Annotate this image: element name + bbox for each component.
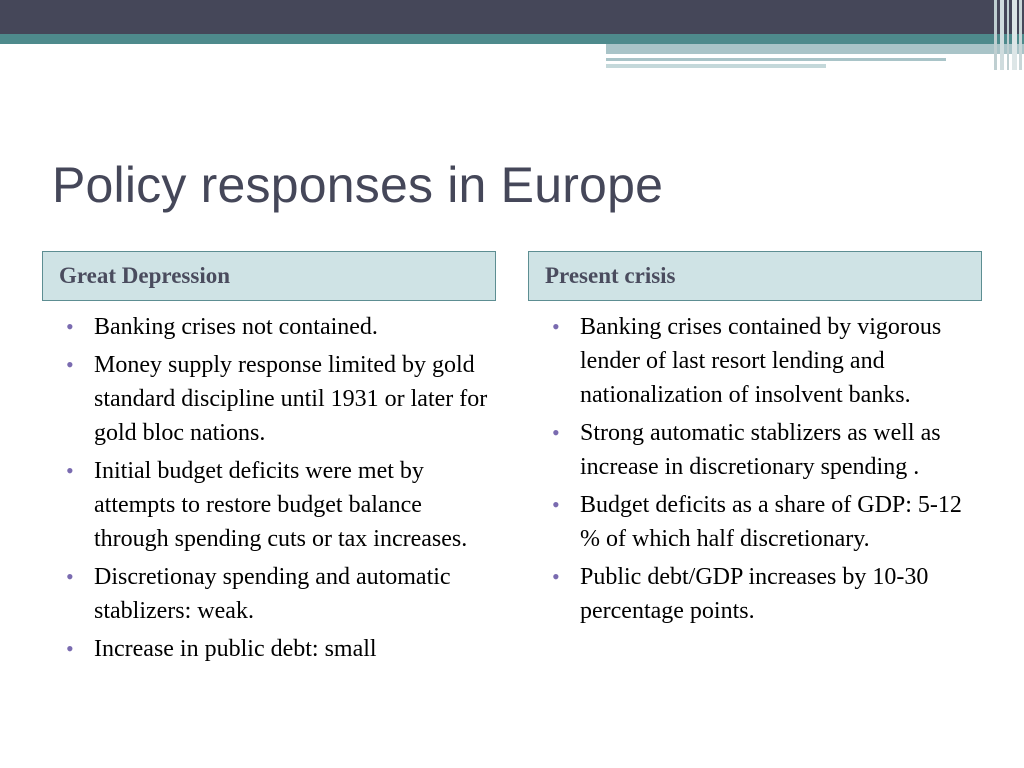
present-crisis-list (552, 310, 972, 632)
list-item (552, 488, 972, 556)
accent-stripe (606, 44, 1024, 54)
list-item-text: Discretionay spending and automatic stablizers: weak. (94, 564, 451, 624)
list-item-text: Initial budget deficits were met by attempts to restore budget balance through spending cuts or tax increases. (94, 458, 468, 552)
accent-stripe (606, 58, 946, 61)
column-header-great-depression: Great Depression (42, 251, 496, 301)
bullet-icon: • (66, 352, 74, 377)
list-item (552, 310, 972, 412)
decor-stripe (1007, 0, 1009, 70)
list-item-text: Budget deficits as a share of GDP: 5-12 % of which half discretionary. (580, 492, 962, 552)
bullet-icon: • (552, 492, 560, 517)
list-item-text: Public debt/GDP increases by 10-30 percentage points. (580, 564, 929, 624)
slide-title: Policy responses in Europe (52, 157, 664, 213)
decor-stripe (1000, 0, 1004, 70)
list-item-text: Strong automatic stablizers as well as increase in discretionary spending . (580, 420, 941, 480)
list-item (66, 560, 496, 628)
list-item (552, 416, 972, 484)
list-item (66, 310, 496, 344)
list-item-text: Money supply response limited by gold standard discipline until 1931 or later for gold bloc nations. (94, 352, 488, 446)
bullet-icon: • (66, 636, 74, 661)
list-item (66, 348, 496, 450)
list-item-text: Banking crises contained by vigorous lender of last resort lending and nationalization of insolvent banks. (580, 314, 942, 408)
bullet-icon: • (552, 564, 560, 589)
list-item-text: Banking crises not contained. (94, 314, 378, 340)
decor-stripe (1019, 0, 1022, 70)
bullet-icon: • (552, 314, 560, 339)
bullet-icon: • (552, 420, 560, 445)
header-band (0, 0, 1024, 34)
list-item-text: Increase in public debt: small (94, 636, 377, 662)
column-header-present-crisis: Present crisis (528, 251, 982, 301)
accent-stripe (606, 64, 826, 68)
accent-band (0, 34, 1024, 44)
bullet-icon: • (66, 314, 74, 339)
bullet-icon: • (66, 458, 74, 483)
decor-stripe (994, 0, 997, 70)
list-item (552, 560, 972, 628)
decor-stripe (1012, 0, 1017, 70)
great-depression-list (66, 310, 496, 670)
bullet-icon: • (66, 564, 74, 589)
list-item (66, 454, 496, 556)
list-item (66, 632, 496, 666)
